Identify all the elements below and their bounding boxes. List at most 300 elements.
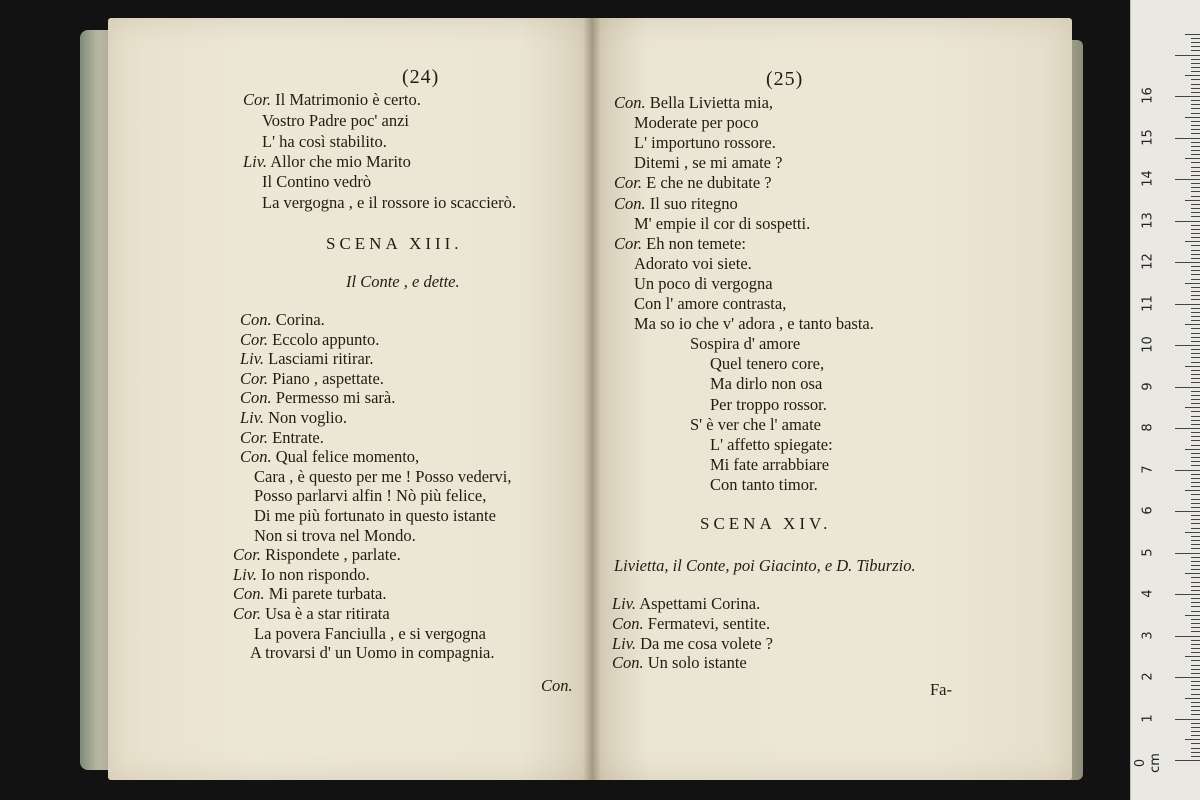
line-text: L' ha così stabilito. (262, 132, 387, 151)
ruler-tick (1191, 528, 1200, 529)
speaker-label: Liv. (233, 564, 257, 584)
text-line (710, 455, 829, 475)
ruler-tick (1191, 565, 1200, 566)
ruler-tick (1191, 162, 1200, 163)
ruler-tick (1185, 324, 1200, 325)
ruler-tick (1191, 461, 1200, 462)
stage-direction: Il Conte , e dette. (346, 272, 460, 291)
ruler-tick (1191, 175, 1200, 176)
ruler-tick (1191, 291, 1200, 292)
ruler-tick (1175, 345, 1200, 346)
ruler-tick (1191, 42, 1200, 43)
line-text: Corina. (271, 310, 325, 329)
catchword-left: Con. (541, 676, 573, 695)
line-text: Entrate. (267, 427, 324, 447)
ruler-tick (1191, 723, 1200, 724)
ruler-tick (1185, 34, 1200, 35)
ruler-tick (1191, 88, 1200, 89)
text-line (634, 214, 810, 234)
ruler-tick (1185, 407, 1200, 408)
ruler-tick (1191, 391, 1200, 392)
ruler-tick (1191, 146, 1200, 147)
ruler-tick (1175, 304, 1200, 305)
speaker-label: Cor. (614, 233, 642, 253)
ruler-tick (1191, 611, 1200, 612)
ruler-tick (1191, 125, 1200, 126)
line-text: Il suo ritegno (645, 193, 738, 213)
text-line (254, 624, 486, 644)
ruler-tick (1185, 656, 1200, 657)
line-text: Non si trova nel Mondo. (254, 525, 416, 545)
ruler-tick (1191, 640, 1200, 641)
ruler-tick (1191, 63, 1200, 64)
ruler-tick (1191, 133, 1200, 134)
ruler-label: 11 (1140, 294, 1156, 312)
ruler-tick (1191, 536, 1200, 537)
line-text: Ditemi , se mi amate ? (634, 153, 783, 173)
text-line (612, 653, 747, 673)
ruler-tick (1191, 212, 1200, 213)
ruler-tick (1191, 681, 1200, 682)
ruler-tick (1191, 67, 1200, 68)
ruler-tick (1191, 569, 1200, 570)
ruler-tick (1191, 337, 1200, 338)
ruler-tick (1185, 532, 1200, 533)
ruler-tick (1191, 233, 1200, 234)
speaker-label: Liv. (240, 349, 264, 369)
ruler-tick (1175, 677, 1200, 678)
ruler-label: 10 (1140, 336, 1156, 353)
ruler-tick (1191, 735, 1200, 736)
line-text: Ma dirlo non osa (710, 374, 823, 394)
ruler-tick (1191, 274, 1200, 275)
ruler-tick (1175, 636, 1200, 637)
ruler-tick (1191, 557, 1200, 558)
text-line (612, 614, 770, 634)
text-line (710, 354, 824, 374)
ruler-tick (1191, 308, 1200, 309)
ruler-tick (1191, 499, 1200, 500)
ruler-tick (1175, 719, 1200, 720)
ruler-tick (1175, 470, 1200, 471)
ruler-tick (1175, 262, 1200, 263)
text-line (614, 93, 773, 113)
text-line (710, 475, 818, 495)
ruler-tick (1191, 167, 1200, 168)
ruler-tick (1191, 245, 1200, 246)
ruler-tick (1191, 270, 1200, 271)
ruler-tick (1191, 208, 1200, 209)
text-line (243, 90, 421, 110)
line-text: La povera Fanciulla , e si vergogna (254, 623, 486, 643)
ruler-tick (1191, 142, 1200, 143)
ruler-tick (1191, 59, 1200, 60)
ruler-tick (1191, 756, 1200, 757)
ruler-tick (1191, 279, 1200, 280)
text-line (240, 408, 347, 428)
speaker-label: Liv. (243, 152, 267, 171)
line-text: Io non rispondo. (257, 564, 370, 584)
line-text: L' importuno rossore. (634, 133, 776, 153)
ruler-tick (1175, 594, 1200, 595)
ruler-label: 2 (1140, 672, 1156, 681)
ruler-tick (1191, 150, 1200, 151)
ruler-tick (1191, 225, 1200, 226)
ruler-tick (1191, 660, 1200, 661)
ruler-tick (1191, 752, 1200, 753)
ruler-tick (1191, 702, 1200, 703)
ruler-tick (1191, 644, 1200, 645)
ruler-tick (1191, 515, 1200, 516)
text-line (614, 234, 746, 254)
line-text: Di me più fortunato in questo istante (254, 506, 496, 525)
stage-direction: Livietta, il Conte, poi Giacinto, e D. Tiburzio. (614, 556, 916, 575)
line-text: Un poco di vergogna (634, 273, 773, 293)
catchword-right: Fa- (930, 680, 952, 699)
ruler-tick (1191, 183, 1200, 184)
ruler-label: 7 (1140, 464, 1156, 474)
ruler-tick (1191, 154, 1200, 155)
ruler-tick (1185, 449, 1200, 450)
line-text: Rispondete , parlate. (260, 545, 401, 565)
line-text: Un solo istante (643, 653, 747, 673)
ruler-tick (1191, 694, 1200, 695)
ruler-tick (1191, 748, 1200, 749)
speaker-label: Cor. (233, 604, 261, 623)
text-line (614, 173, 772, 193)
ruler-tick (1175, 221, 1200, 222)
ruler-tick (1191, 250, 1200, 251)
ruler-tick (1191, 320, 1200, 321)
ruler-tick (1191, 710, 1200, 711)
text-line (634, 314, 874, 334)
ruler-label: 9 (1140, 381, 1156, 391)
ruler-tick (1191, 341, 1200, 342)
text-line (262, 132, 387, 152)
line-text: A trovarsi d' un Uomo in compagnia. (250, 643, 495, 663)
speaker-label: Cor. (243, 90, 271, 109)
ruler-tick (1191, 328, 1200, 329)
text-line (233, 565, 370, 585)
ruler-tick (1191, 486, 1200, 487)
text-line (690, 415, 821, 435)
text-line (634, 274, 773, 294)
text-line (710, 435, 833, 455)
page-number-left: (24) (402, 66, 440, 88)
ruler-tick (1175, 760, 1200, 761)
ruler-tick (1191, 685, 1200, 686)
ruler-label: 15 (1140, 128, 1156, 146)
ruler-tick (1191, 204, 1200, 205)
ruler-tick (1185, 241, 1200, 242)
ruler-tick (1191, 46, 1200, 47)
text-line (710, 374, 822, 394)
line-text: Bella Livietta mia, (645, 93, 774, 112)
speaker-label: Cor. (240, 368, 268, 388)
ruler-tick (1175, 138, 1200, 139)
text-line (233, 584, 387, 604)
ruler-tick (1191, 108, 1200, 109)
text-line (240, 330, 379, 350)
ruler-tick (1191, 445, 1200, 446)
line-text: Qual felice momento, (271, 447, 420, 467)
speaker-label: Cor. (233, 545, 261, 565)
speaker-label: Con. (614, 93, 646, 112)
ruler-tick (1191, 424, 1200, 425)
line-text: L' affetto spiegate: (710, 434, 833, 454)
text-line (634, 153, 782, 173)
ruler-label: 0 cm (1133, 753, 1163, 773)
ruler-tick (1191, 590, 1200, 591)
text-line (254, 486, 486, 506)
line-text: Vostro Padre poc' anzi (262, 111, 410, 130)
ruler-tick (1191, 602, 1200, 603)
ruler-tick (1191, 299, 1200, 300)
ruler-tick (1191, 216, 1200, 217)
ruler-tick (1191, 79, 1200, 80)
text-line (240, 349, 374, 369)
line-text: Non voglio. (264, 408, 347, 427)
ruler-tick (1191, 113, 1200, 114)
ruler-tick (1191, 416, 1200, 417)
ruler-tick (1185, 366, 1200, 367)
line-text: Eccolo appunto. (267, 329, 380, 349)
speaker-label: Con. (240, 310, 272, 329)
text-line (240, 369, 384, 389)
line-text: Permesso mi sarà. (271, 388, 396, 408)
text-line (240, 310, 325, 330)
ruler-tick (1191, 191, 1200, 192)
ruler-label: 12 (1140, 253, 1156, 270)
speaker-label: Con. (612, 653, 644, 673)
text-line (262, 172, 371, 192)
speaker-label: Con. (612, 613, 644, 633)
speaker-label: Cor. (614, 173, 642, 193)
text-line (233, 545, 401, 565)
line-text: Il Contino vedrò (262, 172, 372, 191)
text-line (250, 643, 494, 663)
ruler-label: 16 (1140, 87, 1156, 104)
ruler-tick (1191, 374, 1200, 375)
text-line (233, 604, 390, 624)
text-line (240, 388, 395, 408)
ruler-tick (1191, 287, 1200, 288)
ruler-tick (1191, 349, 1200, 350)
ruler-label: 5 (1140, 547, 1156, 557)
text-line (240, 428, 324, 448)
ruler-tick (1191, 482, 1200, 483)
ruler-tick (1191, 196, 1200, 197)
text-line (634, 294, 786, 314)
ruler-tick (1175, 428, 1200, 429)
ruler-tick (1185, 739, 1200, 740)
ruler-tick (1191, 357, 1200, 358)
speaker-label: Cor. (240, 427, 268, 447)
ruler-tick (1191, 582, 1200, 583)
ruler-tick (1185, 490, 1200, 491)
ruler-tick (1191, 129, 1200, 130)
ruler-tick (1185, 200, 1200, 201)
ruler-tick (1191, 627, 1200, 628)
text-line (612, 594, 760, 614)
ruler-tick (1191, 478, 1200, 479)
text-line (710, 395, 827, 415)
speaker-label: Liv. (240, 408, 264, 427)
ruler-tick (1175, 511, 1200, 512)
ruler-tick (1191, 665, 1200, 666)
text-line (634, 254, 752, 274)
ruler-tick (1191, 100, 1200, 101)
text-line (612, 634, 773, 654)
ruler-tick (1191, 258, 1200, 259)
speaker-label: Con. (240, 388, 272, 408)
ruler-tick (1191, 714, 1200, 715)
ruler-tick (1191, 254, 1200, 255)
ruler-tick (1185, 283, 1200, 284)
ruler-label: 6 (1140, 506, 1156, 515)
ruler-tick (1191, 171, 1200, 172)
ruler-tick (1191, 353, 1200, 354)
page-number-right: (25) (766, 68, 804, 90)
ruler-tick (1191, 606, 1200, 607)
ruler-tick (1191, 577, 1200, 578)
speaker-label: Cor. (240, 329, 268, 349)
line-text: Quel tenero core, (710, 354, 825, 374)
ruler-tick (1191, 689, 1200, 690)
ruler-tick (1191, 631, 1200, 632)
ruler-tick (1191, 743, 1200, 744)
speaker-label: Con. (233, 584, 265, 604)
line-text: Con l' amore contrasta, (634, 294, 787, 313)
line-text: Adorato voi siete. (634, 253, 752, 273)
ruler-tick (1185, 158, 1200, 159)
speaker-label: Con. (614, 193, 646, 213)
ruler-tick (1191, 457, 1200, 458)
ruler-label: 13 (1140, 211, 1156, 229)
ruler-tick (1191, 362, 1200, 363)
speaker-label: Con. (240, 447, 272, 467)
ruler-tick (1191, 648, 1200, 649)
line-text: M' empie il cor di sospetti. (634, 213, 811, 233)
ruler-tick (1191, 266, 1200, 267)
ruler-tick (1191, 727, 1200, 728)
line-text: E che ne dubitate ? (641, 173, 772, 193)
line-text: Sospira d' amore (690, 334, 801, 354)
ruler-tick (1191, 453, 1200, 454)
text-line (262, 193, 516, 213)
ruler-tick (1191, 104, 1200, 105)
ruler-tick (1185, 75, 1200, 76)
ruler-tick (1191, 440, 1200, 441)
text-line (634, 133, 776, 153)
ruler-tick (1191, 673, 1200, 674)
text-line (254, 467, 512, 487)
text-line (254, 506, 496, 526)
ruler-tick (1191, 333, 1200, 334)
book-gutter (583, 18, 601, 780)
text-line (634, 113, 759, 133)
ruler-tick (1191, 465, 1200, 466)
ruler-tick (1185, 698, 1200, 699)
line-text: Aspettami Corina. (636, 594, 761, 613)
ruler-tick (1191, 50, 1200, 51)
ruler-tick (1191, 399, 1200, 400)
ruler-tick (1191, 474, 1200, 475)
ruler-tick (1175, 553, 1200, 554)
ruler-tick (1191, 598, 1200, 599)
ruler-label: 1 (1140, 713, 1156, 723)
ruler-tick (1185, 573, 1200, 574)
line-text: Eh non temete: (641, 233, 746, 253)
ruler-tick (1191, 548, 1200, 549)
ruler-tick (1191, 370, 1200, 371)
ruler-tick (1191, 229, 1200, 230)
ruler-tick (1191, 436, 1200, 437)
scene-heading: SCENA XIV. (700, 514, 832, 533)
line-text: Mi fate arrabbiare (710, 454, 830, 474)
ruler-tick (1185, 615, 1200, 616)
ruler-tick (1191, 38, 1200, 39)
ruler-tick (1191, 669, 1200, 670)
text-line (243, 152, 411, 172)
ruler-tick (1191, 623, 1200, 624)
ruler-tick (1191, 295, 1200, 296)
ruler-tick (1191, 312, 1200, 313)
line-text: Allor che mio Marito (267, 152, 411, 171)
line-text: Per troppo rossor. (710, 394, 827, 414)
text-line (614, 194, 738, 214)
text-line (240, 447, 419, 467)
ruler-tick (1191, 540, 1200, 541)
line-text: Il Matrimonio è certo. (270, 90, 421, 109)
ruler-label: 8 (1140, 423, 1156, 432)
scene-heading: SCENA XIII. (326, 234, 463, 253)
ruler-tick (1191, 382, 1200, 383)
line-text: S' è ver che l' amate (690, 414, 822, 434)
ruler-tick (1191, 503, 1200, 504)
text-line (690, 334, 800, 354)
ruler-tick (1191, 519, 1200, 520)
ruler-tick (1175, 55, 1200, 56)
ruler-label: 14 (1140, 170, 1156, 187)
speaker-label: Liv. (612, 594, 636, 613)
ruler-tick (1191, 411, 1200, 412)
ruler-tick (1185, 117, 1200, 118)
ruler-tick (1191, 619, 1200, 620)
line-text: Da me cosa volete ? (636, 633, 773, 653)
ruler-tick (1191, 187, 1200, 188)
ruler-tick (1191, 420, 1200, 421)
ruler-tick (1175, 96, 1200, 97)
ruler-tick (1191, 71, 1200, 72)
ruler-label: 3 (1140, 630, 1156, 640)
ruler-tick (1191, 544, 1200, 545)
measurement-ruler (1130, 0, 1200, 800)
ruler-tick (1191, 84, 1200, 85)
ruler-tick (1191, 432, 1200, 433)
line-text: Con tanto timor. (710, 474, 818, 494)
ruler-tick (1191, 378, 1200, 379)
line-text: Piano , aspettate. (267, 368, 384, 388)
ruler-tick (1175, 387, 1200, 388)
line-text: Lasciami ritirar. (264, 349, 374, 369)
ruler-tick (1191, 494, 1200, 495)
line-text: Moderate per poco (634, 113, 759, 133)
line-text: Posso parlarvi alfin ! Nò più felice, (254, 486, 487, 506)
text-line (262, 111, 409, 131)
ruler-tick (1191, 523, 1200, 524)
ruler-tick (1191, 92, 1200, 93)
